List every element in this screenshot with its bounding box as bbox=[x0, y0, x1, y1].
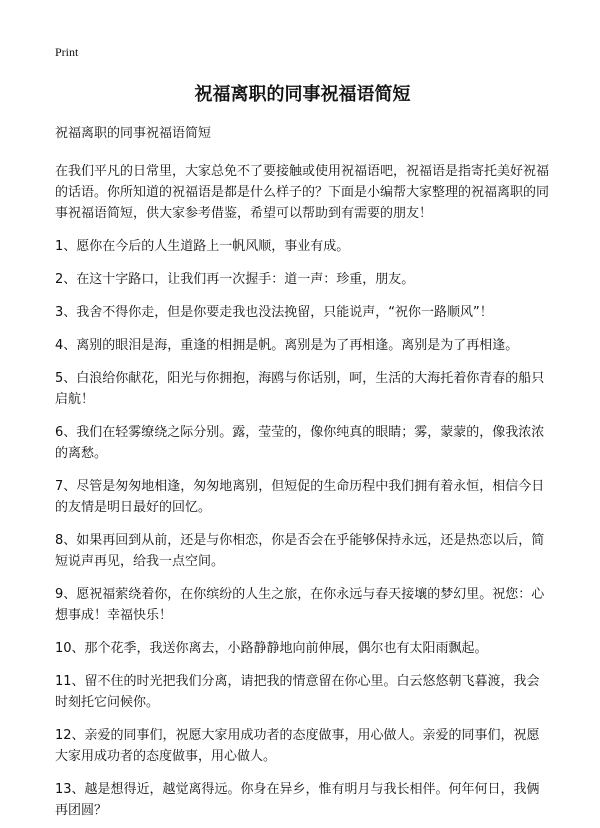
document-title: 祝福离职的同事祝福语简短 bbox=[194, 84, 411, 105]
blessing-item-5: 5、白浪给你献花，阳光与你拥抱，海鸥与你话别，呵，生活的大海托着你青春的船只启航！ bbox=[55, 371, 545, 407]
blessing-item-3: 3、我舍不得你走，但是你要走我也没法挽留，只能说声，“祝你一路顺风”！ bbox=[55, 305, 493, 320]
blessing-item-2: 2、在这十字路口，让我们再一次握手：道一声：珍重，朋友。 bbox=[55, 272, 415, 287]
print-label: Print bbox=[55, 45, 79, 59]
blessing-item-8: 8、如果再回到从前，还是与你相恋，你是否会在乎能够保持永远，还是热恋以后，简短说声再见，给我一点空间。 bbox=[55, 533, 545, 569]
blessing-item-4: 4、离别的眼泪是海，重逢的相拥是帆。离别是为了再相逢。离别是为了再相逢。 bbox=[55, 338, 519, 353]
blessing-item-6: 6、我们在轻雾缭绕之际分别。露，莹莹的，像你纯真的眼睛；雾，蒙蒙的，像我浓浓的离愁。 bbox=[55, 425, 545, 461]
blessing-item-9: 9、愿祝福萦绕着你，在你缤纷的人生之旅，在你永远与春天接壤的梦幻里。祝您：心想事成！幸福快乐！ bbox=[55, 587, 545, 623]
blessing-item-1: 1、愿你在今后的人生道路上一帆风顺，事业有成。 bbox=[55, 239, 350, 254]
intro-paragraph: 在我们平凡的日常里，大家总免不了要接触或使用祝福语吧，祝福语是指寄托美好祝福的话语。你所知道的祝福语是都是什么样子的？下面是小编帮大家整理的祝福离职的同事祝福语简短，供大家参考借鉴，希望可以帮助到有需要的朋友！ bbox=[55, 164, 550, 221]
blessing-item-11: 11、留不住的时光把我们分离，请把我的情意留在你心里。白云悠悠朝飞暮渡，我会时刻托它问候你。 bbox=[55, 674, 540, 710]
blessing-item-10: 10、那个花季，我送你离去，小路静静地向前伸展，偶尔也有太阳雨飘起。 bbox=[55, 641, 488, 656]
blessing-item-12: 12、亲爱的同事们，祝愿大家用成功者的态度做事，用心做人。亲爱的同事们，祝愿大家用成功者的态度做事，用心做人。 bbox=[55, 728, 540, 764]
blessing-item-7: 7、尽管是匆匆地相逢，匆匆地离别，但短促的生命历程中我们拥有着永恒，相信今日的友情是明日最好的回忆。 bbox=[55, 479, 545, 515]
document-subtitle: 祝福离职的同事祝福语简短 bbox=[55, 126, 212, 141]
blessing-item-13: 13、越是想得近，越觉离得远。你身在异乡，惟有明月与我长相伴。何年何日，我俩再团圆？ bbox=[55, 782, 540, 818]
